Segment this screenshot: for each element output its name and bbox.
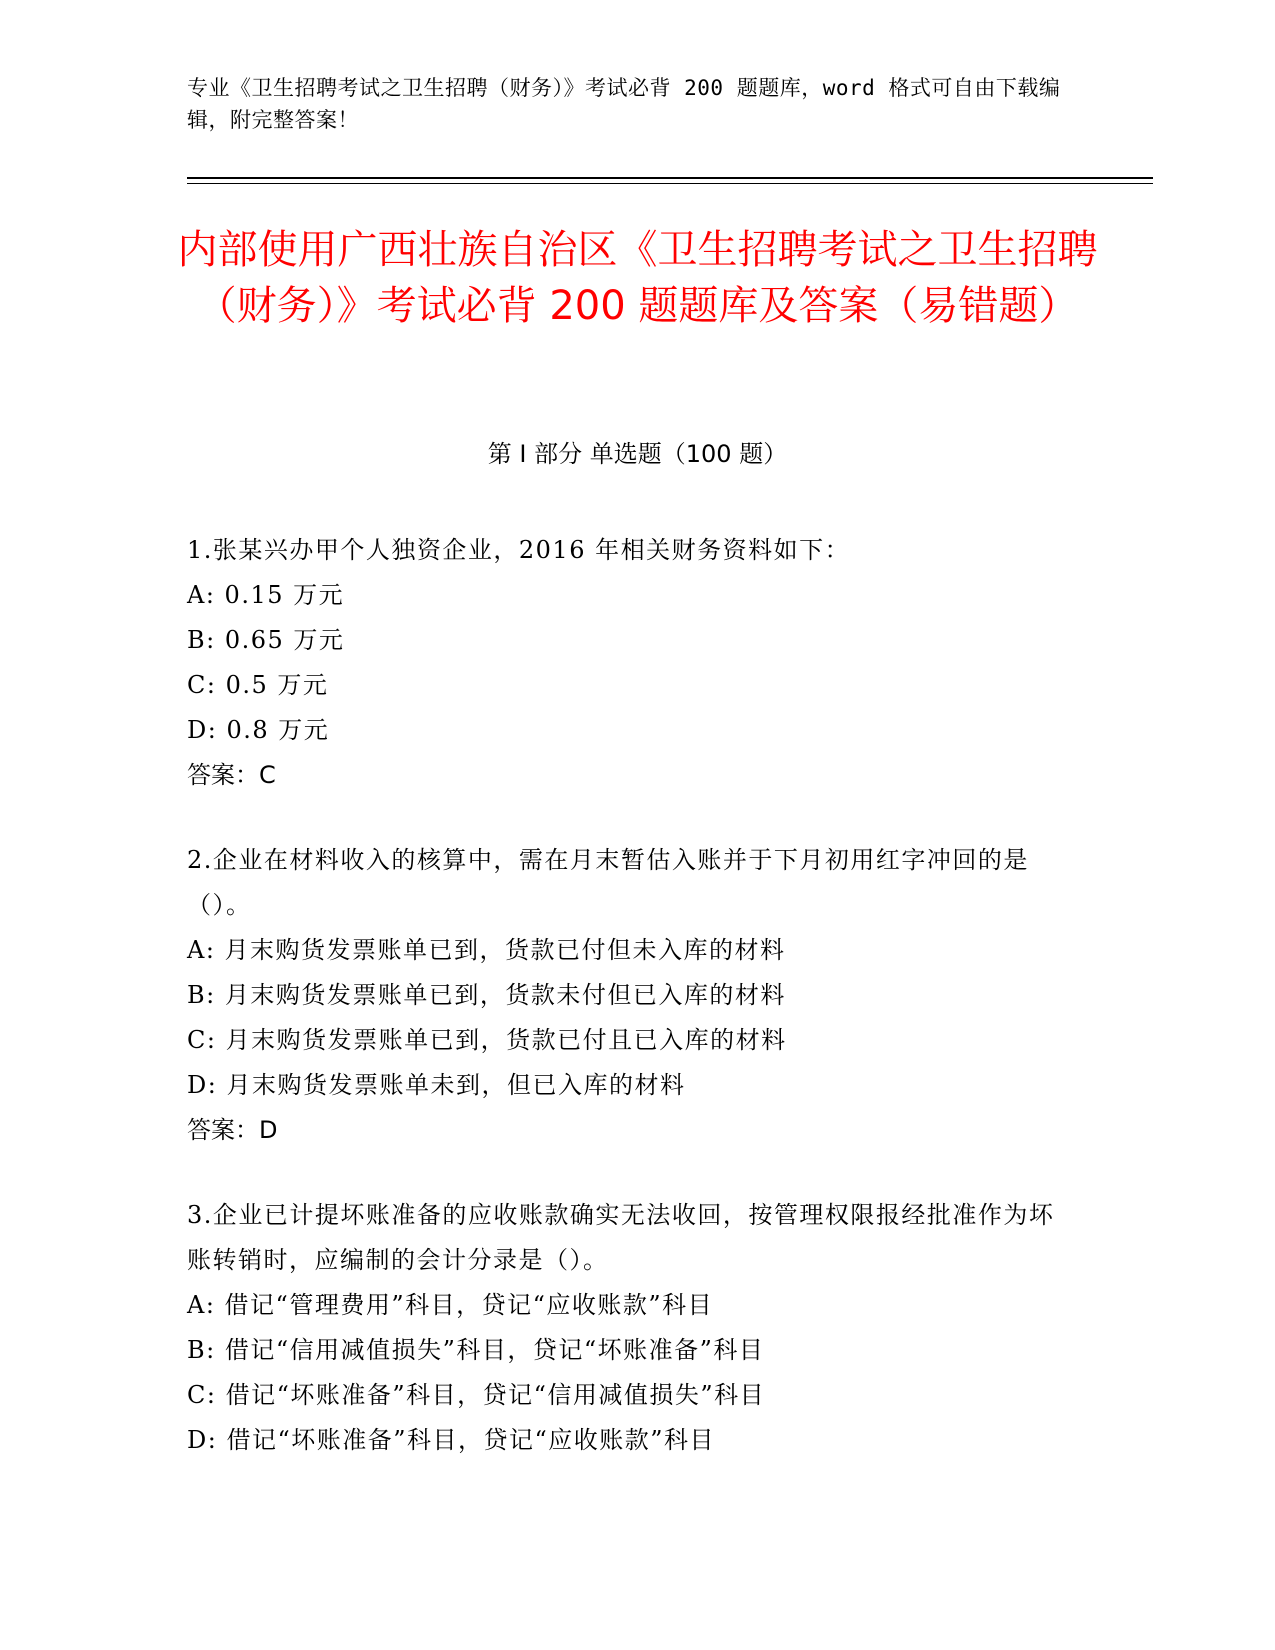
- question-stem: 3.企业已计提坏账准备的应收账款确实无法收回，按管理权限报经批准作为坏账转销时，应编制的会计分录是（）。: [187, 1201, 1055, 1274]
- option-a: A: 借记“管理费用”科目，贷记“应收账款”科目: [187, 1291, 714, 1319]
- answer-line: 答案：D: [187, 1116, 278, 1144]
- option-d: D: 借记“坏账准备”科目，贷记“应收账款”科目: [187, 1426, 716, 1454]
- option-c: C: 月末购货发票账单已到，货款已付且已入库的材料: [187, 1026, 787, 1054]
- option-d: D: 0.8 万元: [187, 716, 330, 744]
- question-3: [187, 1193, 1067, 1463]
- header-note: 专业《卫生招聘考试之卫生招聘（财务）》考试必背 200 题题库，word 格式可自由下载编辑，附完整答案！: [187, 76, 1061, 132]
- question-stem: 2.企业在材料收入的核算中，需在月末暂估入账并于下月初用红字冲回的是（）。: [187, 846, 1029, 919]
- option-a: A: 0.15 万元: [187, 581, 345, 609]
- question-stem: 1.张某兴办甲个人独资企业，2016 年相关财务资料如下：: [187, 536, 851, 564]
- question-2: [187, 838, 1067, 1153]
- option-c: C: 借记“坏账准备”科目，贷记“信用减值损失”科目: [187, 1381, 766, 1409]
- option-d: D: 月末购货发票账单未到，但已入库的材料: [187, 1071, 686, 1099]
- section-title: 第 I 部分 单选题（100 题）: [487, 440, 788, 468]
- header-rule-thin: [187, 183, 1153, 184]
- document-title: 内部使用广西壮族自治区《卫生招聘考试之卫生招聘（财务）》考试必背 200 题题库及答案（易错题）: [177, 227, 1098, 329]
- question-list: [187, 528, 1067, 1503]
- option-c: C: 0.5 万元: [187, 671, 329, 699]
- answer-line: 答案：C: [187, 761, 276, 789]
- header-rule-thick: [187, 177, 1153, 179]
- option-a: A: 月末购货发票账单已到，货款已付但未入库的材料: [187, 936, 786, 964]
- question-1: [187, 528, 1067, 798]
- option-b: B: 月末购货发票账单已到，货款未付但已入库的材料: [187, 981, 786, 1009]
- option-b: B: 借记“信用减值损失”科目，贷记“坏账准备”科目: [187, 1336, 765, 1364]
- option-b: B: 0.65 万元: [187, 626, 345, 654]
